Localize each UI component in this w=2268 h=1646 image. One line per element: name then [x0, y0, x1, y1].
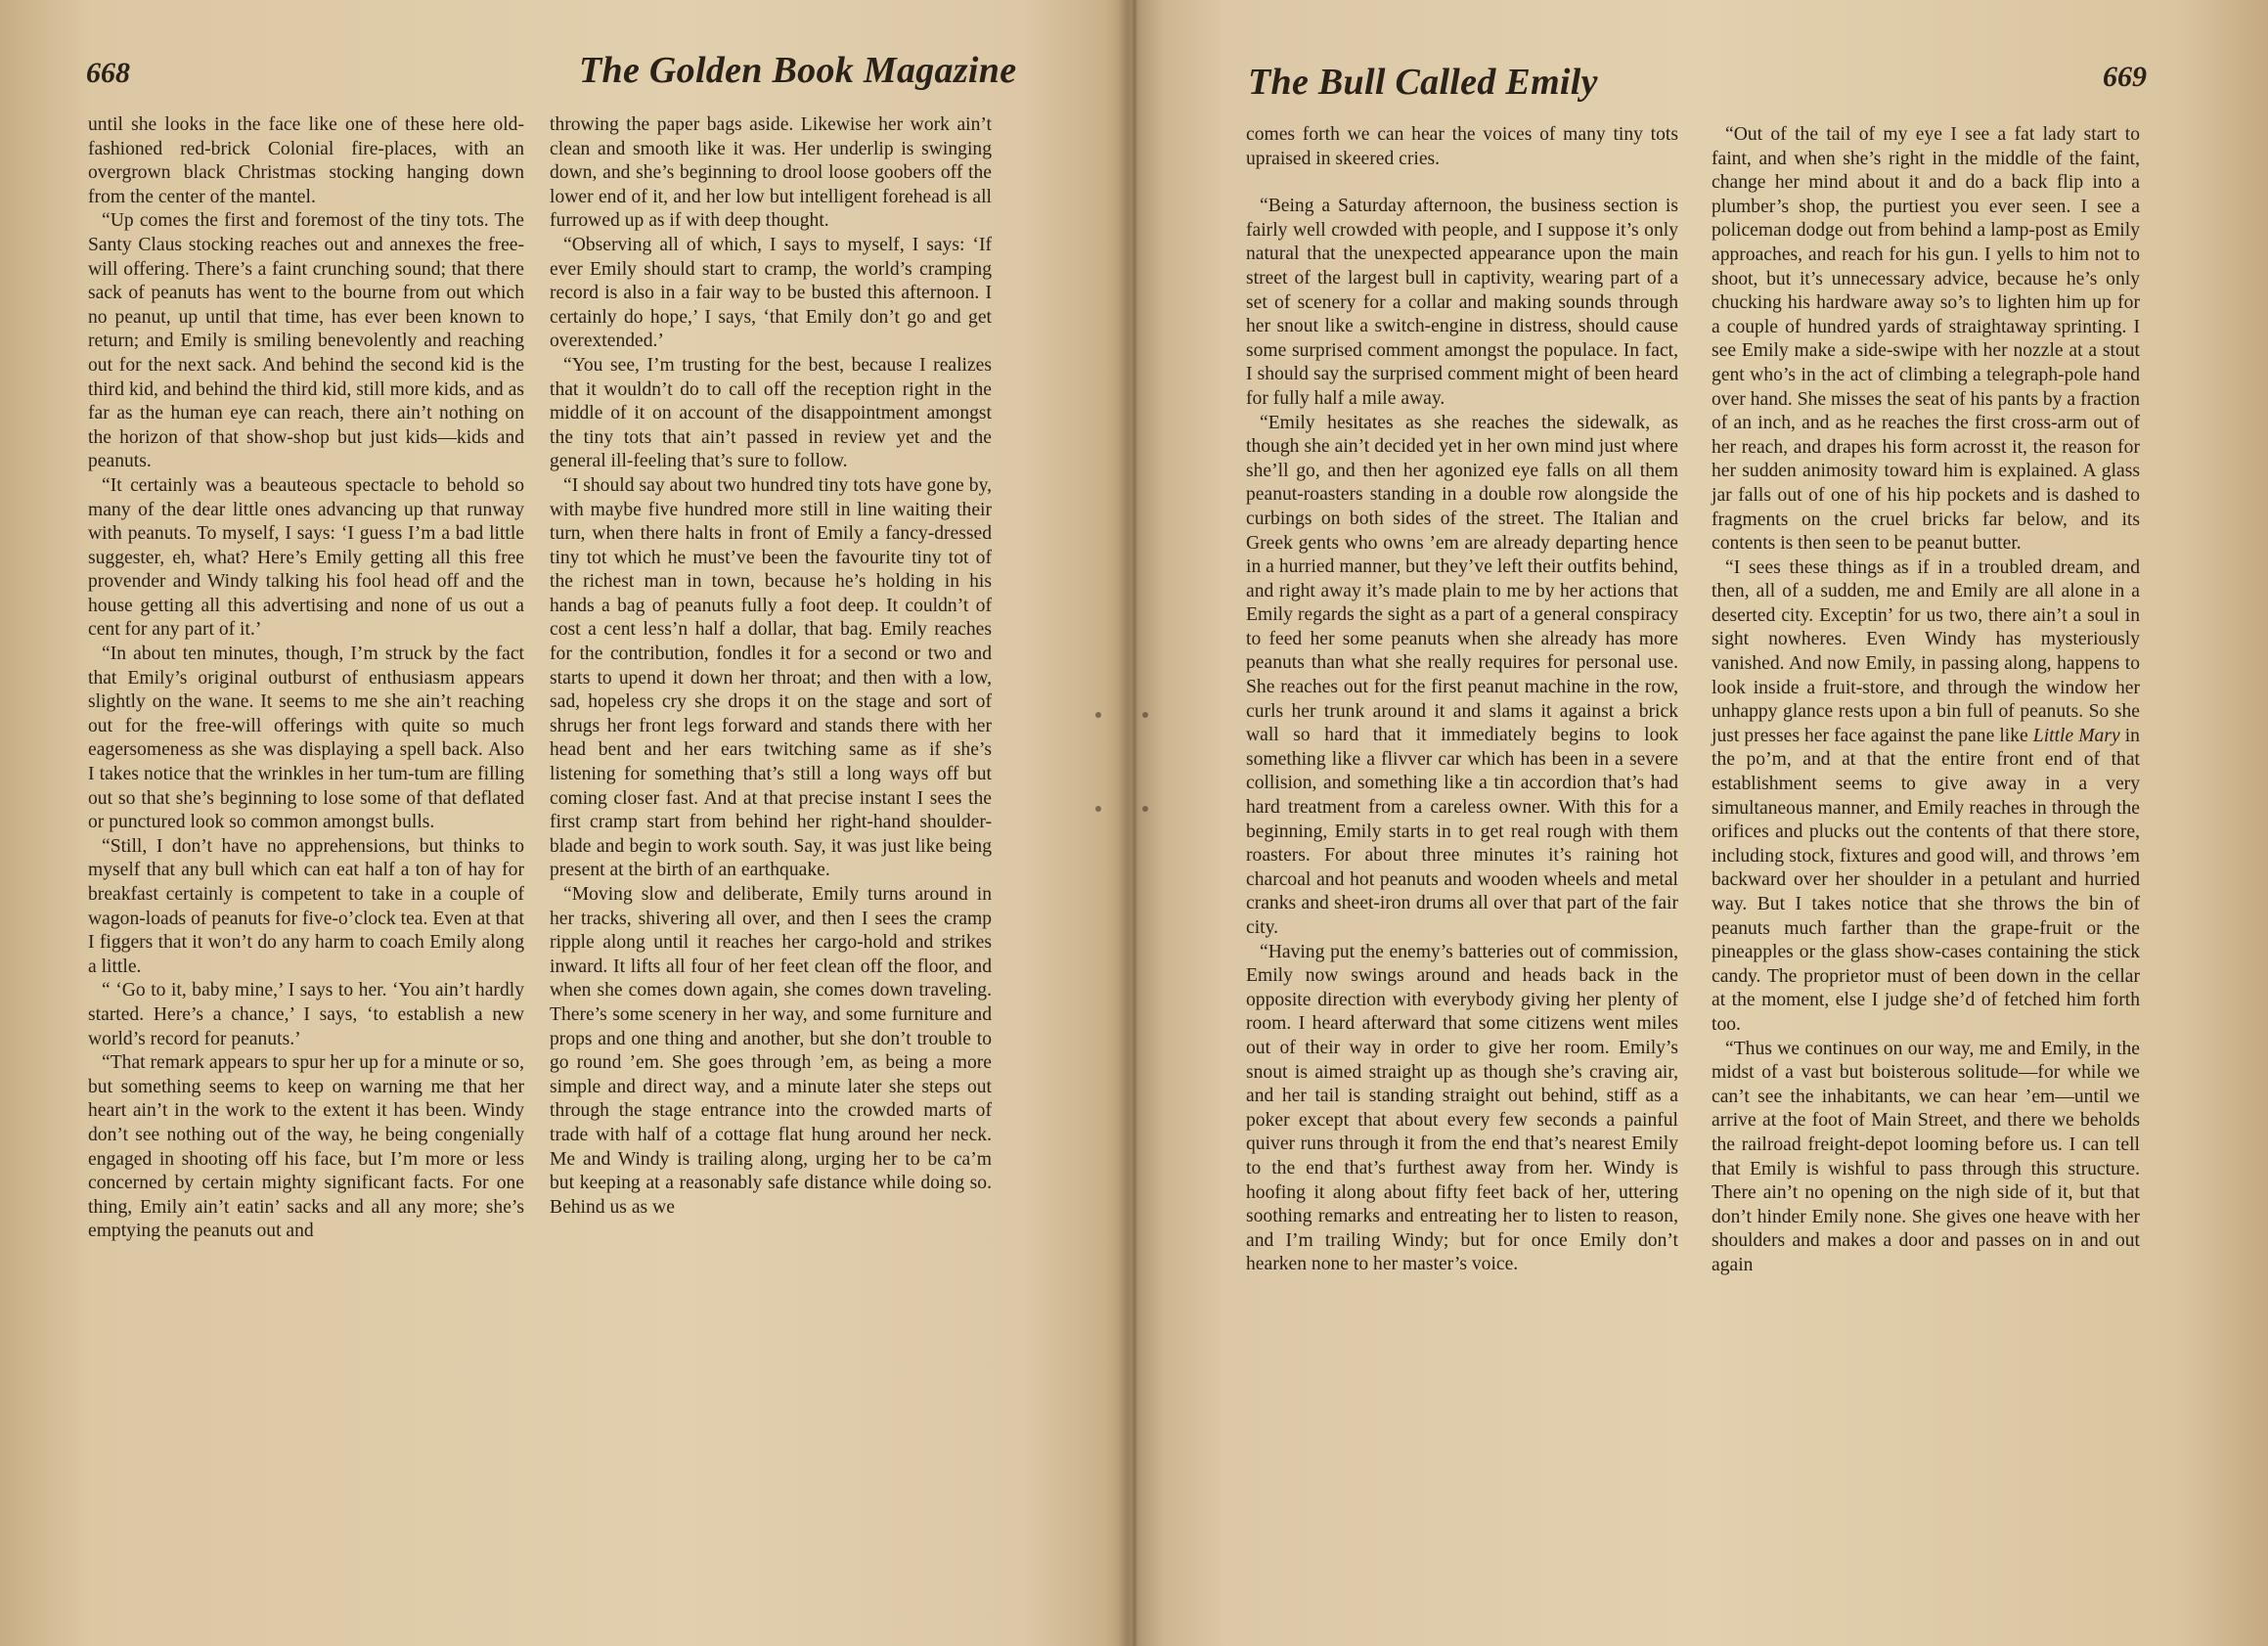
page-number-right: 669 — [2103, 61, 2147, 93]
paragraph: throwing the paper bags aside. Likewise her work ain’t clean and smooth like it was. Her underlip is swinging down, and she’s beginning to drool loose goobers off the lower end of it, and her low but intelligent forehead is all furrowed up as if with deep thought. — [550, 114, 992, 232]
left-page — [0, 0, 1125, 1646]
running-title-left: The Golden Book Magazine — [579, 50, 1017, 91]
paragraph-text: “I sees these things as if in a troubled dream, and then, all of a sudden, me and Emily are all alone in a deserted city. Exceptin’ for us two, there ain’t a soul in sight nowheres. Even Windy has mysteriously vanished. And now Emily, in passing along, happens to look inside a fruit-store, and through the window her unhappy glance rests upon a bin full of peanuts. So she just presses her face against the pane like — [1712, 556, 2140, 746]
paragraph: “You see, I’m trusting for the best, because I realizes that it wouldn’t do to call off the reception right in the middle of it on account of the disappointment amongst the tiny tots that ain’t passed in review yet and the general ill-feeling that’s sure to follow. — [550, 354, 992, 472]
paragraph: “ ‘Go to it, baby mine,’ I says to her. ‘You ain’t hardly started. Here’s a chance,’ I says, ‘to establish a new world’s record for peanuts.’ — [88, 980, 524, 1049]
binding-hole-mark — [1095, 806, 1101, 812]
binding-hole-mark — [1095, 712, 1101, 718]
paragraph: “Still, I don’t have no apprehensions, but thinks to myself that any bull which can eat half a ton of hay for breakfast certainly is competent to take in a couple of wagon-loads of peanuts for five-o’clock tea. Even at that I figgers that it won’t do any harm to coach Emily along a little. — [88, 835, 524, 977]
paragraph: “In about ten minutes, though, I’m struck by the fact that Emily’s original outburst of enthusiasm appears slightly on the wane. It seems to me she ain’t reaching out for the free-will offerings with quite so much eagersomeness as she was displaying a spell back. Also I takes notice that the wrinkles in her tum-tum are filling out so that she’s beginning to lose some of that deflated or punctured look so common amongst bulls. — [88, 644, 524, 833]
paragraph: “That remark appears to spur her up for a minute or so, but something seems to keep on warning me that her heart ain’t in the work to the extent it has been. Windy don’t see nothing out of the way, he being congenially engaged in shooting off his face, but I’m more or less concerned by certain mighty significant facts. For one thing, Emily ain’t eatin’ sacks and all any more; she’s emptying the peanuts out and — [88, 1052, 525, 1242]
paragraph-text: in the po’m, and at that the entire front end of that establishment seems to give away in a very simultaneous manner, and Emily reaches in through the orifices and plucks out the contents of that there store, including stock, fixtures and good will, and throws ’em backward over her shoulder in a petulant and hurried way. But I takes notice that she throws the bin of peanuts much farther than the grape-fruit or the pineapples or the glass show-cases containing the stick candy. The proprietor must of been down in the cellar at the moment, else I judge she’d of fetched him forth too. — [1712, 725, 2140, 1035]
paragraph: comes forth we can hear the voices of many tiny tots upraised in skeered cries. — [1246, 124, 1678, 169]
paragraph: “Up comes the first and foremost of the tiny tots. The Santy Claus stocking reaches out and annexes the free-will offering. There’s a faint crunching sound; that there sack of peanuts has went to the bourne from out which no peanut, up until that time, has ever been known to return; and Emily is smiling benevolently and reaching out for the next sack. And behind the second kid is the third kid, and behind the third kid, still more kids, and as far as the human eye can reach, there ain’t nothing on the horizon of that show-shop but just kids—kids and peanuts. — [88, 210, 524, 472]
paragraph: “Thus we continues on our way, me and Emily, in the midst of a vast but boisterous solitude—for while we can’t see the inhabitants, we can hear ’em—until we arrive at the foot of Main Street, and there we beholds the railroad freight-depot looming before us. I can tell that Emily is wishful to pass through this structure. There ain’t no opening on the nigh side of it, but that don’t hinder Emily none. She gives one heave with her shoulders and makes a door and passes on in and out again — [1712, 1038, 2140, 1275]
binding-hole-mark — [1142, 806, 1148, 812]
right-column-1 — [1246, 123, 1678, 1277]
paragraph: “Being a Saturday afternoon, the business section is fairly well crowded with people, and I suppose it’s only natural that the unexpected appearance upon the main street of the largest bull in captivity, wearing part of a set of scenery for a collar and making sounds through her snout like a switch-engine in distress, should cause some surprised comment amongst the populace. In fact, I should say the surprised comment might of been heard for fully half a mile away. — [1246, 196, 1678, 409]
paragraph: until she looks in the face like one of these here old-fashioned red-brick Colonial fire-places, with an overgrown black Christmas stocking hanging down from the center of the mantel. — [88, 114, 524, 207]
paragraph: “Observing all of which, I says to myself, I says: ‘If ever Emily should start to cramp, the world’s cramping record is also in a fair way to be busted this afternoon. I certainly do hope,’ I says, ‘that Emily don’t go and get overextended.’ — [550, 234, 992, 352]
running-title-right: The Bull Called Emily — [1248, 62, 1598, 103]
italic-phrase: Little Mary — [2032, 725, 2120, 746]
binding-hole-mark — [1142, 712, 1148, 718]
paragraph: “It certainly was a beauteous spectacle to behold so many of the dear little ones advancing up that runway with peanuts. To myself, I says: ‘I guess I’m a bad little suggester, eh, what? Here’s Emily getting all this free provender and Windy talking his fool head off and the house getting all this advertising and none of us out a cent for any part of it.’ — [88, 474, 524, 641]
right-page — [1127, 0, 2268, 1646]
right-column-2 — [1712, 123, 2140, 1278]
paragraph — [1712, 556, 2140, 1038]
left-column-2 — [550, 113, 992, 1220]
paragraph: “Emily hesitates as she reaches the sidewalk, as though she ain’t decided yet in her own mind just where she’ll go, and then her agonized eye falls on all them peanut-roasters standing in a double row alongside the curbings on both sides of the street. The Italian and Greek gents who owns ’em are already departing hence in a hurried manner, but they’ve left their outfits behind, and right away it’s made plain to me by her actions that Emily regards the sight as a part of a general conspiracy to feed her some peanuts when she already has more peanuts than what she really requires for personal use. She reaches out for the first peanut machine in the row, curls her trunk around it and slams it against a brick wall so hard that it immediately begins to look something like a flivver car which has been in a severe collision, and something like a tin accordion that’s had hard treatment from a careless owner. With this for a beginning, Emily starts in to get real rough with them roasters. For about three minutes it’s raining hot charcoal and hot peanuts and wooden wheels and metal cranks and sheet-iron drums all over that part of the fair city. — [1246, 412, 1678, 938]
paragraph: “I should say about two hundred tiny tots have gone by, with maybe five hundred more still in line waiting their turn, when there halts in front of Emily a fancy-dressed tiny tot which he must’ve been the favourite tiny tot of the richest man in town, because he’s holding in his hands a bag of peanuts fully a foot deep. It couldn’t of cost a cent less’n half a dollar, that bag. Emily reaches for the contribution, fondles it for a second or two and starts to upend it down her throat; and then with a low, sad, hopeless cry she drops it on the stage and sort of shrugs her front legs forward and stands there with her head bent and her ears twitching same as if she’s listening for something that’s still a long ways off but coming closer fast. And at that precise instant I sees the first cramp start from behind her right-hand shoulder-blade and begin to work south. Say, it was just like being present at the birth of an earthquake. — [550, 474, 992, 881]
page-number-left: 668 — [86, 57, 130, 89]
paragraph: “Moving slow and deliberate, Emily turns around in her tracks, shivering all over, and then I sees the cramp ripple along until it reaches her cargo-hold and strikes inward. It lifts all four of her feet clean off the floor, and when she comes down again, she comes down traveling. There’s some scenery in her way, and some furniture and props and one thing and another, but she don’t trouble to go round ’em. She goes through ’em, as being a more simple and direct way, and a minute later she steps out through the stage entrance into the crowded marts of trade with half of a cottage flat hung around her neck. Me and Windy is trailing along, urging her to be ca’m but keeping at a reasonably safe distance while doing so. Behind us as we — [550, 884, 992, 1218]
left-column-1 — [88, 113, 524, 1244]
paragraph: “Having put the enemy’s batteries out of commission, Emily now swings around and heads back in the opposite direction with everybody giving her plenty of room. I heard afterward that some citizens went miles out of their way in order to give her room. Emily’s snout is aimed straight up as though she’s craving air, and her tail is standing straight out behind, stiff as a poker except that about every few seconds a painful quiver runs through it from the end that’s nearest Emily to the end that’s furthest away from her. Windy is hoofing it along about fifty feet back of her, uttering soothing remarks and entreating her to listen to reason, and I’m trailing Windy; but for once Emily don’t hearken none to her master’s voice. — [1246, 941, 1678, 1275]
paragraph: “Out of the tail of my eye I see a fat lady start to faint, and when she’s right in the middle of the faint, change her mind about it and do a back flip into a plumber’s shop, the purtiest you ever seen. I see a policeman dodge out from behind a lamp-post as Emily approaches, and reach for his gun. I yells to him not to shoot, but it’s unnecessary advice, because he’s only chucking his hardware away so’s to lighten him up for a couple of hundred yards of straightaway sprinting. I see Emily make a side-swipe with her nozzle at a stout gent who’s in the act of climbing a telegraph-pole hand over hand. She misses the seat of his pants by a fraction of an inch, and as he reaches the first cross-arm out of her reach, and drapes his form acrosst it, the reason for her sudden animosity toward him is explained. A glass jar falls out of one of his hip pockets and is dashed to fragments on the cruel bricks far below, and its contents is then seen to be peanut butter. — [1712, 124, 2140, 555]
